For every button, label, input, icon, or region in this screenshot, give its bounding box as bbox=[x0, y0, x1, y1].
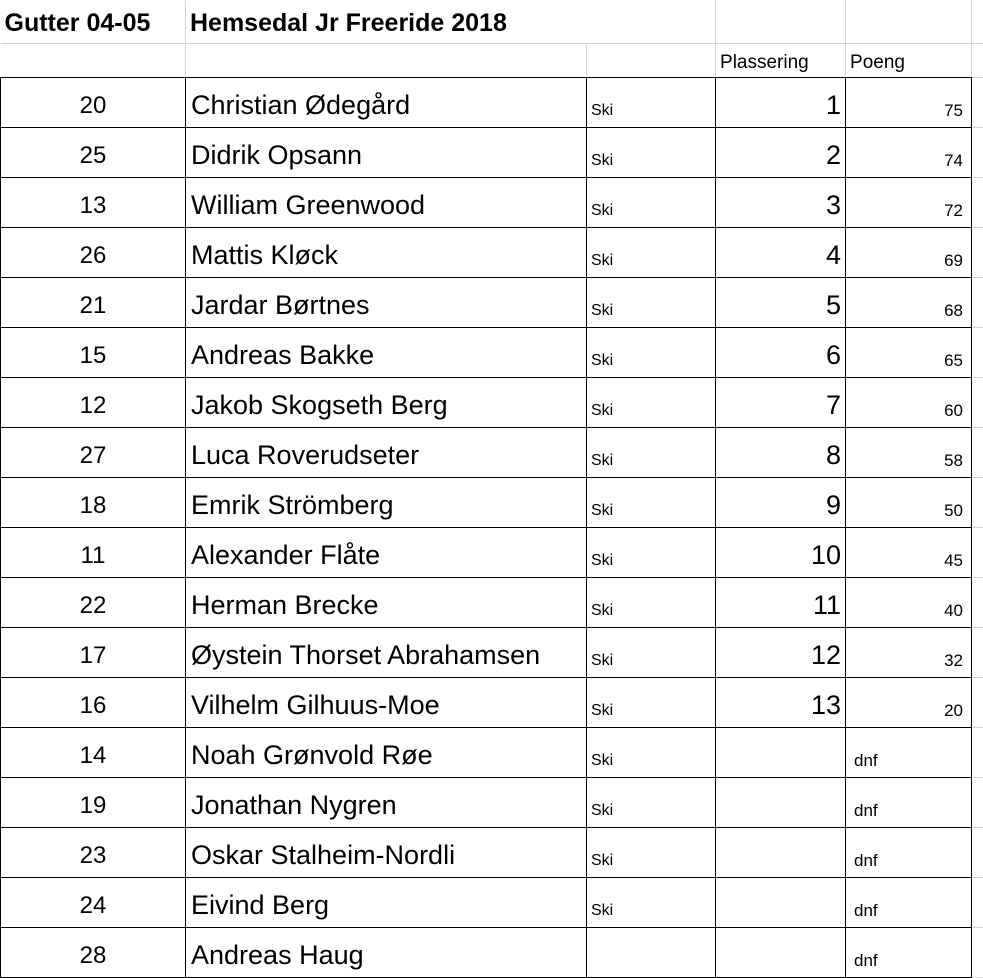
points-header[interactable]: Poeng bbox=[846, 44, 972, 78]
table-row bbox=[1, 278, 983, 328]
placement-cell[interactable] bbox=[716, 878, 846, 928]
placement-cell[interactable] bbox=[716, 328, 846, 378]
athlete-name: William Greenwood bbox=[191, 190, 425, 220]
empty-cell[interactable] bbox=[846, 0, 972, 44]
bib-number-cell[interactable] bbox=[1, 178, 186, 228]
discipline: Ski bbox=[591, 902, 613, 919]
athlete-name-cell[interactable] bbox=[186, 178, 587, 228]
empty-cell[interactable] bbox=[972, 728, 983, 778]
athlete-name: Jardar Børtnes bbox=[191, 290, 370, 320]
discipline-cell[interactable] bbox=[587, 278, 716, 328]
points-cell[interactable] bbox=[846, 228, 972, 278]
discipline-cell[interactable] bbox=[587, 478, 716, 528]
event-title: Hemsedal Jr Freeride 2018 bbox=[190, 9, 507, 37]
empty-cell[interactable] bbox=[972, 278, 983, 328]
bib-number-cell[interactable] bbox=[1, 228, 186, 278]
athlete-name-cell[interactable] bbox=[186, 228, 587, 278]
placement: 8 bbox=[826, 440, 841, 470]
placement: 10 bbox=[811, 540, 841, 570]
empty-cell[interactable] bbox=[587, 44, 716, 78]
empty-cell[interactable] bbox=[972, 178, 983, 228]
bib-number: 28 bbox=[80, 942, 107, 969]
placement: 2 bbox=[826, 140, 841, 170]
points-cell[interactable] bbox=[846, 428, 972, 478]
points: 32 bbox=[944, 651, 963, 670]
points: 69 bbox=[944, 251, 963, 270]
empty-cell[interactable] bbox=[1, 44, 186, 78]
table-row bbox=[1, 128, 983, 178]
placement-cell[interactable] bbox=[716, 778, 846, 828]
points: dnf bbox=[854, 951, 878, 970]
athlete-name: Andreas Haug bbox=[191, 940, 364, 970]
discipline-cell[interactable] bbox=[587, 428, 716, 478]
bib-number-cell[interactable] bbox=[1, 128, 186, 178]
athlete-name-cell[interactable] bbox=[186, 428, 587, 478]
discipline-cell[interactable] bbox=[587, 78, 716, 128]
group-title-cell[interactable] bbox=[1, 0, 186, 44]
bib-number-cell[interactable] bbox=[1, 428, 186, 478]
placement: 6 bbox=[826, 340, 841, 370]
placement-cell[interactable] bbox=[716, 378, 846, 428]
table-row bbox=[1, 678, 983, 728]
empty-cell[interactable] bbox=[972, 528, 983, 578]
table-row bbox=[1, 328, 983, 378]
placement-cell[interactable] bbox=[716, 628, 846, 678]
athlete-name: Christian Ødegård bbox=[191, 90, 410, 120]
bib-number: 23 bbox=[80, 842, 107, 869]
placement: 13 bbox=[811, 690, 841, 720]
discipline-cell[interactable] bbox=[587, 228, 716, 278]
points: dnf bbox=[854, 801, 878, 820]
discipline-cell[interactable] bbox=[587, 928, 716, 978]
athlete-name: Didrik Opsann bbox=[191, 140, 362, 170]
athlete-name-cell[interactable] bbox=[186, 828, 587, 878]
discipline: Ski bbox=[591, 352, 613, 369]
discipline: Ski bbox=[591, 402, 613, 419]
table-row bbox=[1, 578, 983, 628]
points-cell[interactable] bbox=[846, 528, 972, 578]
discipline-cell[interactable] bbox=[587, 678, 716, 728]
bib-number-cell[interactable] bbox=[1, 778, 186, 828]
table-row bbox=[1, 628, 983, 678]
discipline: Ski bbox=[591, 452, 613, 469]
table-row bbox=[1, 828, 983, 878]
bib-number-cell[interactable] bbox=[1, 928, 186, 978]
discipline-cell[interactable] bbox=[587, 328, 716, 378]
athlete-name: Herman Brecke bbox=[191, 590, 379, 620]
placement: 5 bbox=[826, 290, 841, 320]
points: 68 bbox=[944, 301, 963, 320]
bib-number-cell[interactable] bbox=[1, 528, 186, 578]
points: dnf bbox=[854, 751, 878, 770]
points: 50 bbox=[944, 501, 963, 520]
group-title: Gutter 04-05 bbox=[5, 9, 151, 37]
discipline: Ski bbox=[591, 652, 613, 669]
athlete-name-cell[interactable] bbox=[186, 378, 587, 428]
discipline-cell[interactable] bbox=[587, 128, 716, 178]
discipline: Ski bbox=[591, 102, 613, 119]
bib-number-cell[interactable] bbox=[1, 628, 186, 678]
points: dnf bbox=[854, 901, 878, 920]
placement-cell[interactable] bbox=[716, 128, 846, 178]
discipline: Ski bbox=[591, 502, 613, 519]
placement-cell[interactable] bbox=[716, 178, 846, 228]
discipline: Ski bbox=[591, 702, 613, 719]
points-cell[interactable] bbox=[846, 328, 972, 378]
bib-number-cell[interactable] bbox=[1, 678, 186, 728]
bib-number: 24 bbox=[80, 892, 107, 919]
placement: 7 bbox=[826, 390, 841, 420]
athlete-name: Luca Roverudseter bbox=[191, 440, 419, 470]
bib-number-cell[interactable] bbox=[1, 478, 186, 528]
points: 58 bbox=[944, 451, 963, 470]
empty-cell[interactable] bbox=[972, 828, 983, 878]
points-cell[interactable] bbox=[846, 778, 972, 828]
points-cell[interactable] bbox=[846, 128, 972, 178]
bib-number-cell[interactable] bbox=[1, 878, 186, 928]
placement: 3 bbox=[826, 190, 841, 220]
empty-cell[interactable] bbox=[972, 78, 983, 128]
points-cell[interactable] bbox=[846, 828, 972, 878]
discipline-cell[interactable] bbox=[587, 828, 716, 878]
empty-cell[interactable] bbox=[972, 328, 983, 378]
bib-number-cell[interactable] bbox=[1, 328, 186, 378]
empty-cell[interactable] bbox=[972, 578, 983, 628]
bib-number-cell[interactable] bbox=[1, 278, 186, 328]
placement-cell[interactable] bbox=[716, 678, 846, 728]
athlete-name-cell[interactable] bbox=[186, 578, 587, 628]
points-cell[interactable] bbox=[846, 628, 972, 678]
placement: 12 bbox=[811, 640, 841, 670]
table-row bbox=[1, 878, 983, 928]
bib-number: 14 bbox=[80, 742, 107, 769]
discipline: Ski bbox=[591, 302, 613, 319]
points: 40 bbox=[944, 601, 963, 620]
points-cell[interactable] bbox=[846, 578, 972, 628]
bib-number: 18 bbox=[80, 492, 107, 519]
athlete-name: Eivind Berg bbox=[191, 890, 329, 920]
athlete-name: Noah Grønvold Røe bbox=[191, 740, 433, 770]
athlete-name: Jakob Skogseth Berg bbox=[191, 390, 448, 420]
discipline: Ski bbox=[591, 152, 613, 169]
points-cell[interactable] bbox=[846, 178, 972, 228]
athlete-name-cell[interactable] bbox=[186, 628, 587, 678]
event-title-cell[interactable] bbox=[186, 0, 716, 44]
bib-number-cell[interactable] bbox=[1, 378, 186, 428]
points: dnf bbox=[854, 851, 878, 870]
discipline: Ski bbox=[591, 602, 613, 619]
discipline-cell[interactable] bbox=[587, 878, 716, 928]
empty-cell[interactable] bbox=[972, 428, 983, 478]
athlete-name-cell[interactable] bbox=[186, 78, 587, 128]
points: 72 bbox=[944, 201, 963, 220]
athlete-name: Jonathan Nygren bbox=[191, 790, 397, 820]
empty-cell[interactable] bbox=[972, 628, 983, 678]
placement-cell[interactable] bbox=[716, 278, 846, 328]
athlete-name-cell[interactable] bbox=[186, 878, 587, 928]
table-row bbox=[1, 778, 983, 828]
points-cell[interactable] bbox=[846, 928, 972, 978]
placement-header[interactable]: Plassering bbox=[716, 44, 846, 78]
points-cell[interactable] bbox=[846, 78, 972, 128]
header-row bbox=[1, 44, 983, 78]
discipline-cell[interactable] bbox=[587, 378, 716, 428]
bib-number-cell[interactable] bbox=[1, 828, 186, 878]
placement: 1 bbox=[826, 90, 841, 120]
bib-number: 17 bbox=[80, 642, 107, 669]
bib-number: 25 bbox=[80, 142, 107, 169]
bib-number: 22 bbox=[80, 592, 107, 619]
discipline-cell[interactable] bbox=[587, 778, 716, 828]
points-cell[interactable] bbox=[846, 278, 972, 328]
points: 65 bbox=[944, 351, 963, 370]
discipline: Ski bbox=[591, 202, 613, 219]
athlete-name: Andreas Bakke bbox=[191, 340, 374, 370]
bib-number: 20 bbox=[80, 92, 107, 119]
discipline-cell[interactable] bbox=[587, 728, 716, 778]
table-row bbox=[1, 528, 983, 578]
title-row bbox=[1, 0, 983, 44]
bib-number-cell[interactable] bbox=[1, 578, 186, 628]
athlete-name-cell[interactable] bbox=[186, 278, 587, 328]
athlete-name: Øystein Thorset Abrahamsen bbox=[191, 640, 540, 670]
athlete-name-cell[interactable] bbox=[186, 528, 587, 578]
athlete-name: Emrik Strömberg bbox=[191, 490, 394, 520]
points: 20 bbox=[944, 701, 963, 720]
discipline-cell[interactable] bbox=[587, 578, 716, 628]
placement-cell[interactable] bbox=[716, 78, 846, 128]
athlete-name: Oskar Stalheim-Nordli bbox=[191, 840, 455, 870]
points-cell[interactable] bbox=[846, 878, 972, 928]
placement-cell[interactable] bbox=[716, 228, 846, 278]
discipline-cell[interactable] bbox=[587, 178, 716, 228]
athlete-name-cell[interactable] bbox=[186, 778, 587, 828]
points: 60 bbox=[944, 401, 963, 420]
discipline: Ski bbox=[591, 852, 613, 869]
empty-cell[interactable] bbox=[972, 928, 983, 978]
athlete-name-cell[interactable] bbox=[186, 678, 587, 728]
empty-cell[interactable] bbox=[716, 0, 846, 44]
points-cell[interactable] bbox=[846, 728, 972, 778]
table-row bbox=[1, 78, 983, 128]
bib-number: 26 bbox=[80, 242, 107, 269]
empty-cell[interactable] bbox=[972, 378, 983, 428]
discipline-cell[interactable] bbox=[587, 528, 716, 578]
points-cell[interactable] bbox=[846, 678, 972, 728]
placement-cell[interactable] bbox=[716, 478, 846, 528]
points-cell[interactable] bbox=[846, 478, 972, 528]
table-row bbox=[1, 728, 983, 778]
placement-cell[interactable] bbox=[716, 828, 846, 878]
table-row bbox=[1, 228, 983, 278]
empty-cell[interactable] bbox=[972, 0, 983, 44]
placement-cell[interactable] bbox=[716, 428, 846, 478]
placement-cell[interactable] bbox=[716, 528, 846, 578]
athlete-name: Alexander Flåte bbox=[191, 540, 380, 570]
bib-number: 11 bbox=[81, 542, 106, 569]
placement-cell[interactable] bbox=[716, 578, 846, 628]
bib-number: 19 bbox=[80, 792, 107, 819]
table-row bbox=[1, 178, 983, 228]
points: 75 bbox=[944, 101, 963, 120]
placement: 11 bbox=[813, 590, 841, 620]
empty-cell[interactable] bbox=[972, 878, 983, 928]
bib-number: 13 bbox=[80, 192, 107, 219]
table-row bbox=[1, 928, 983, 978]
points: 45 bbox=[944, 551, 963, 570]
athlete-name-cell[interactable] bbox=[186, 328, 587, 378]
bib-number-cell[interactable] bbox=[1, 728, 186, 778]
bib-number: 27 bbox=[80, 442, 107, 469]
placement-cell[interactable] bbox=[716, 728, 846, 778]
athlete-name-cell[interactable] bbox=[186, 928, 587, 978]
bib-number: 16 bbox=[80, 692, 107, 719]
empty-cell[interactable] bbox=[972, 478, 983, 528]
empty-cell[interactable] bbox=[972, 228, 983, 278]
table-row bbox=[1, 478, 983, 528]
empty-cell[interactable] bbox=[972, 44, 983, 78]
points-cell[interactable] bbox=[846, 378, 972, 428]
table-row bbox=[1, 378, 983, 428]
placement: 4 bbox=[826, 240, 841, 270]
empty-cell[interactable] bbox=[972, 778, 983, 828]
empty-cell[interactable] bbox=[972, 678, 983, 728]
discipline: Ski bbox=[591, 752, 613, 769]
athlete-name-cell[interactable] bbox=[186, 128, 587, 178]
discipline-cell[interactable] bbox=[587, 628, 716, 678]
placement-cell[interactable] bbox=[716, 928, 846, 978]
discipline: Ski bbox=[591, 552, 613, 569]
bib-number: 12 bbox=[80, 392, 107, 419]
discipline: Ski bbox=[591, 252, 613, 269]
points: 74 bbox=[944, 151, 963, 170]
bib-number: 15 bbox=[80, 342, 107, 369]
table-row bbox=[1, 428, 983, 478]
placement: 9 bbox=[826, 490, 841, 520]
bib-number: 21 bbox=[80, 292, 107, 319]
athlete-name: Mattis Kløck bbox=[191, 240, 338, 270]
empty-cell[interactable] bbox=[186, 44, 587, 78]
empty-cell[interactable] bbox=[972, 128, 983, 178]
discipline: Ski bbox=[591, 802, 613, 819]
athlete-name-cell[interactable] bbox=[186, 478, 587, 528]
athlete-name: Vilhelm Gilhuus-Moe bbox=[191, 690, 440, 720]
bib-number-cell[interactable] bbox=[1, 78, 186, 128]
athlete-name-cell[interactable] bbox=[186, 728, 587, 778]
